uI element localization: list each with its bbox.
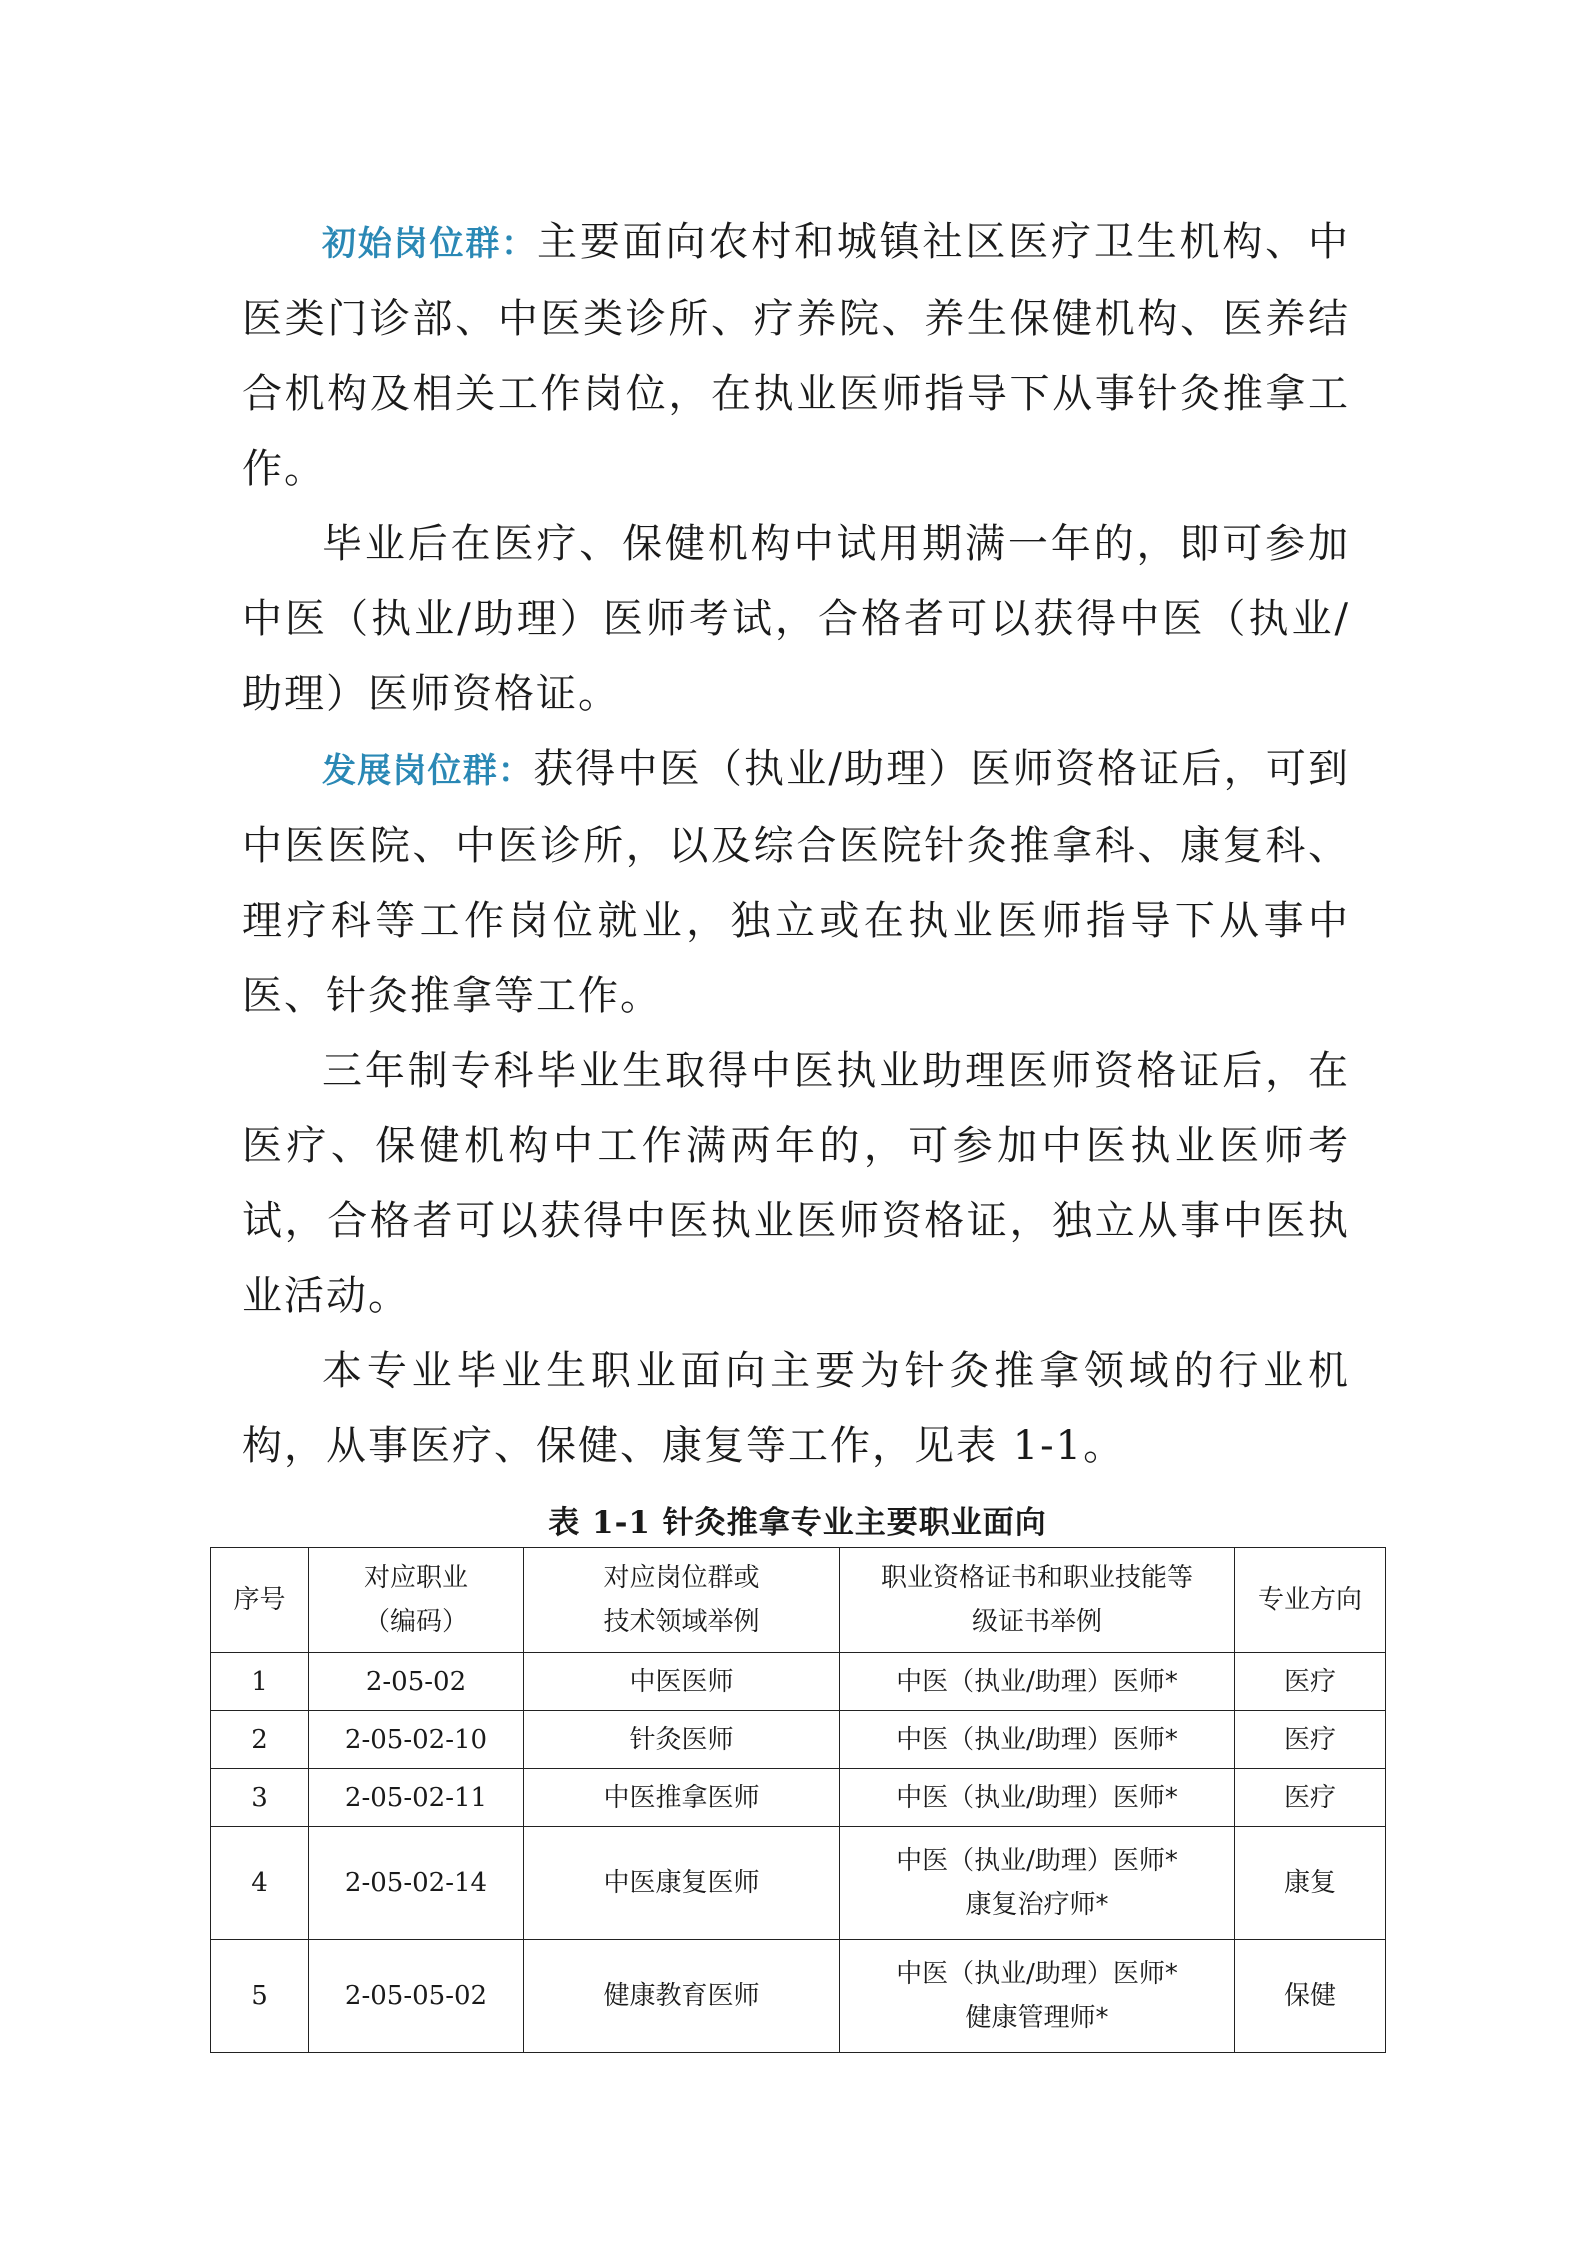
- cell-post: 针灸医师: [524, 1711, 840, 1769]
- header-certificate: 职业资格证书和职业技能等 级证书举例: [840, 1548, 1235, 1653]
- paragraph-text: 三年制专科毕业生取得中医执业助理医师资格证后，在医疗、保健机构中工作满两年的，可参加中医执业医师考试，合格者可以获得中医执业医师资格证，独立从事中医执业活动。: [242, 1048, 1350, 1319]
- cell-post: 中医推拿医师: [524, 1769, 840, 1827]
- cell-certificate: 中医（执业/助理）医师* 康复治疗师*: [840, 1827, 1235, 1940]
- cell-no: 2: [211, 1711, 309, 1769]
- table-row: [211, 1711, 1386, 1769]
- cell-direction: 医疗: [1235, 1653, 1386, 1711]
- paragraph-text: 毕业后在医疗、保健机构中试用期满一年的，即可参加中医（执业/助理）医师考试，合格者可以获得中医（执业/助理）医师资格证。: [242, 521, 1350, 717]
- table-row: [211, 1827, 1386, 1940]
- header-no: 序号: [211, 1548, 309, 1653]
- cell-post: 中医康复医师: [524, 1827, 840, 1940]
- cell-direction: 康复: [1235, 1827, 1386, 1940]
- table-row: [211, 1940, 1386, 2053]
- cell-certificate: 中医（执业/助理）医师*: [840, 1769, 1235, 1827]
- cell-code: 2-05-05-02: [309, 1940, 524, 2053]
- table-row: [211, 1769, 1386, 1827]
- table-caption: 表 1-1 针灸推拿专业主要职业面向: [548, 1505, 1047, 1541]
- cell-certificate: 中医（执业/助理）医师*: [840, 1653, 1235, 1711]
- cell-certificate: 中医（执业/助理）医师* 健康管理师*: [840, 1940, 1235, 2053]
- cell-no: 5: [211, 1940, 309, 2053]
- table-header-row: [211, 1548, 1386, 1653]
- cell-code: 2-05-02-10: [309, 1711, 524, 1769]
- cell-code: 2-05-02-11: [309, 1769, 524, 1827]
- lead-development-posts: 发展岗位群：: [322, 751, 534, 791]
- paragraph-development-posts: [242, 732, 1350, 1034]
- career-table: [210, 1547, 1386, 2053]
- paragraph-text: 本专业毕业生职业面向主要为针灸推拿领域的行业机构，从事医疗、保健、康复等工作，见表 1-1。: [242, 1348, 1350, 1469]
- cell-post: 健康教育医师: [524, 1940, 840, 2053]
- cell-direction: 保健: [1235, 1940, 1386, 2053]
- paragraph-exam: [242, 507, 1350, 732]
- paragraph-initial-posts: [242, 205, 1350, 507]
- table-row: [211, 1653, 1386, 1711]
- cell-certificate: 中医（执业/助理）医师*: [840, 1711, 1235, 1769]
- header-post-group: 对应岗位群或 技术领域举例: [524, 1548, 840, 1653]
- cell-no: 4: [211, 1827, 309, 1940]
- cell-direction: 医疗: [1235, 1769, 1386, 1827]
- lead-initial-posts: 初始岗位群：: [322, 224, 537, 264]
- paragraph-text: 获得中医（执业/助理）医师资格证后，可到中医医院、中医诊所，以及综合医院针灸推拿科、康复科、理疗科等工作岗位就业，独立或在执业医师指导下从事中医、针灸推拿等工作。: [242, 746, 1351, 1019]
- paragraph-graduate-exam: [242, 1034, 1350, 1334]
- cell-direction: 医疗: [1235, 1711, 1386, 1769]
- cell-no: 3: [211, 1769, 309, 1827]
- header-direction: 专业方向: [1235, 1548, 1386, 1653]
- cell-code: 2-05-02-14: [309, 1827, 524, 1940]
- cell-post: 中医医师: [524, 1653, 840, 1711]
- cell-no: 1: [211, 1653, 309, 1711]
- body-text: [242, 205, 1350, 1484]
- header-occupation: 对应职业 （编码）: [309, 1548, 524, 1653]
- paragraph-career-orientation: [242, 1334, 1350, 1484]
- cell-code: 2-05-02: [309, 1653, 524, 1711]
- paragraph-text: 主要面向农村和城镇社区医疗卫生机构、中医类门诊部、中医类诊所、疗养院、养生保健机构、医养结合机构及相关工作岗位，在执业医师指导下从事针灸推拿工作。: [242, 219, 1350, 492]
